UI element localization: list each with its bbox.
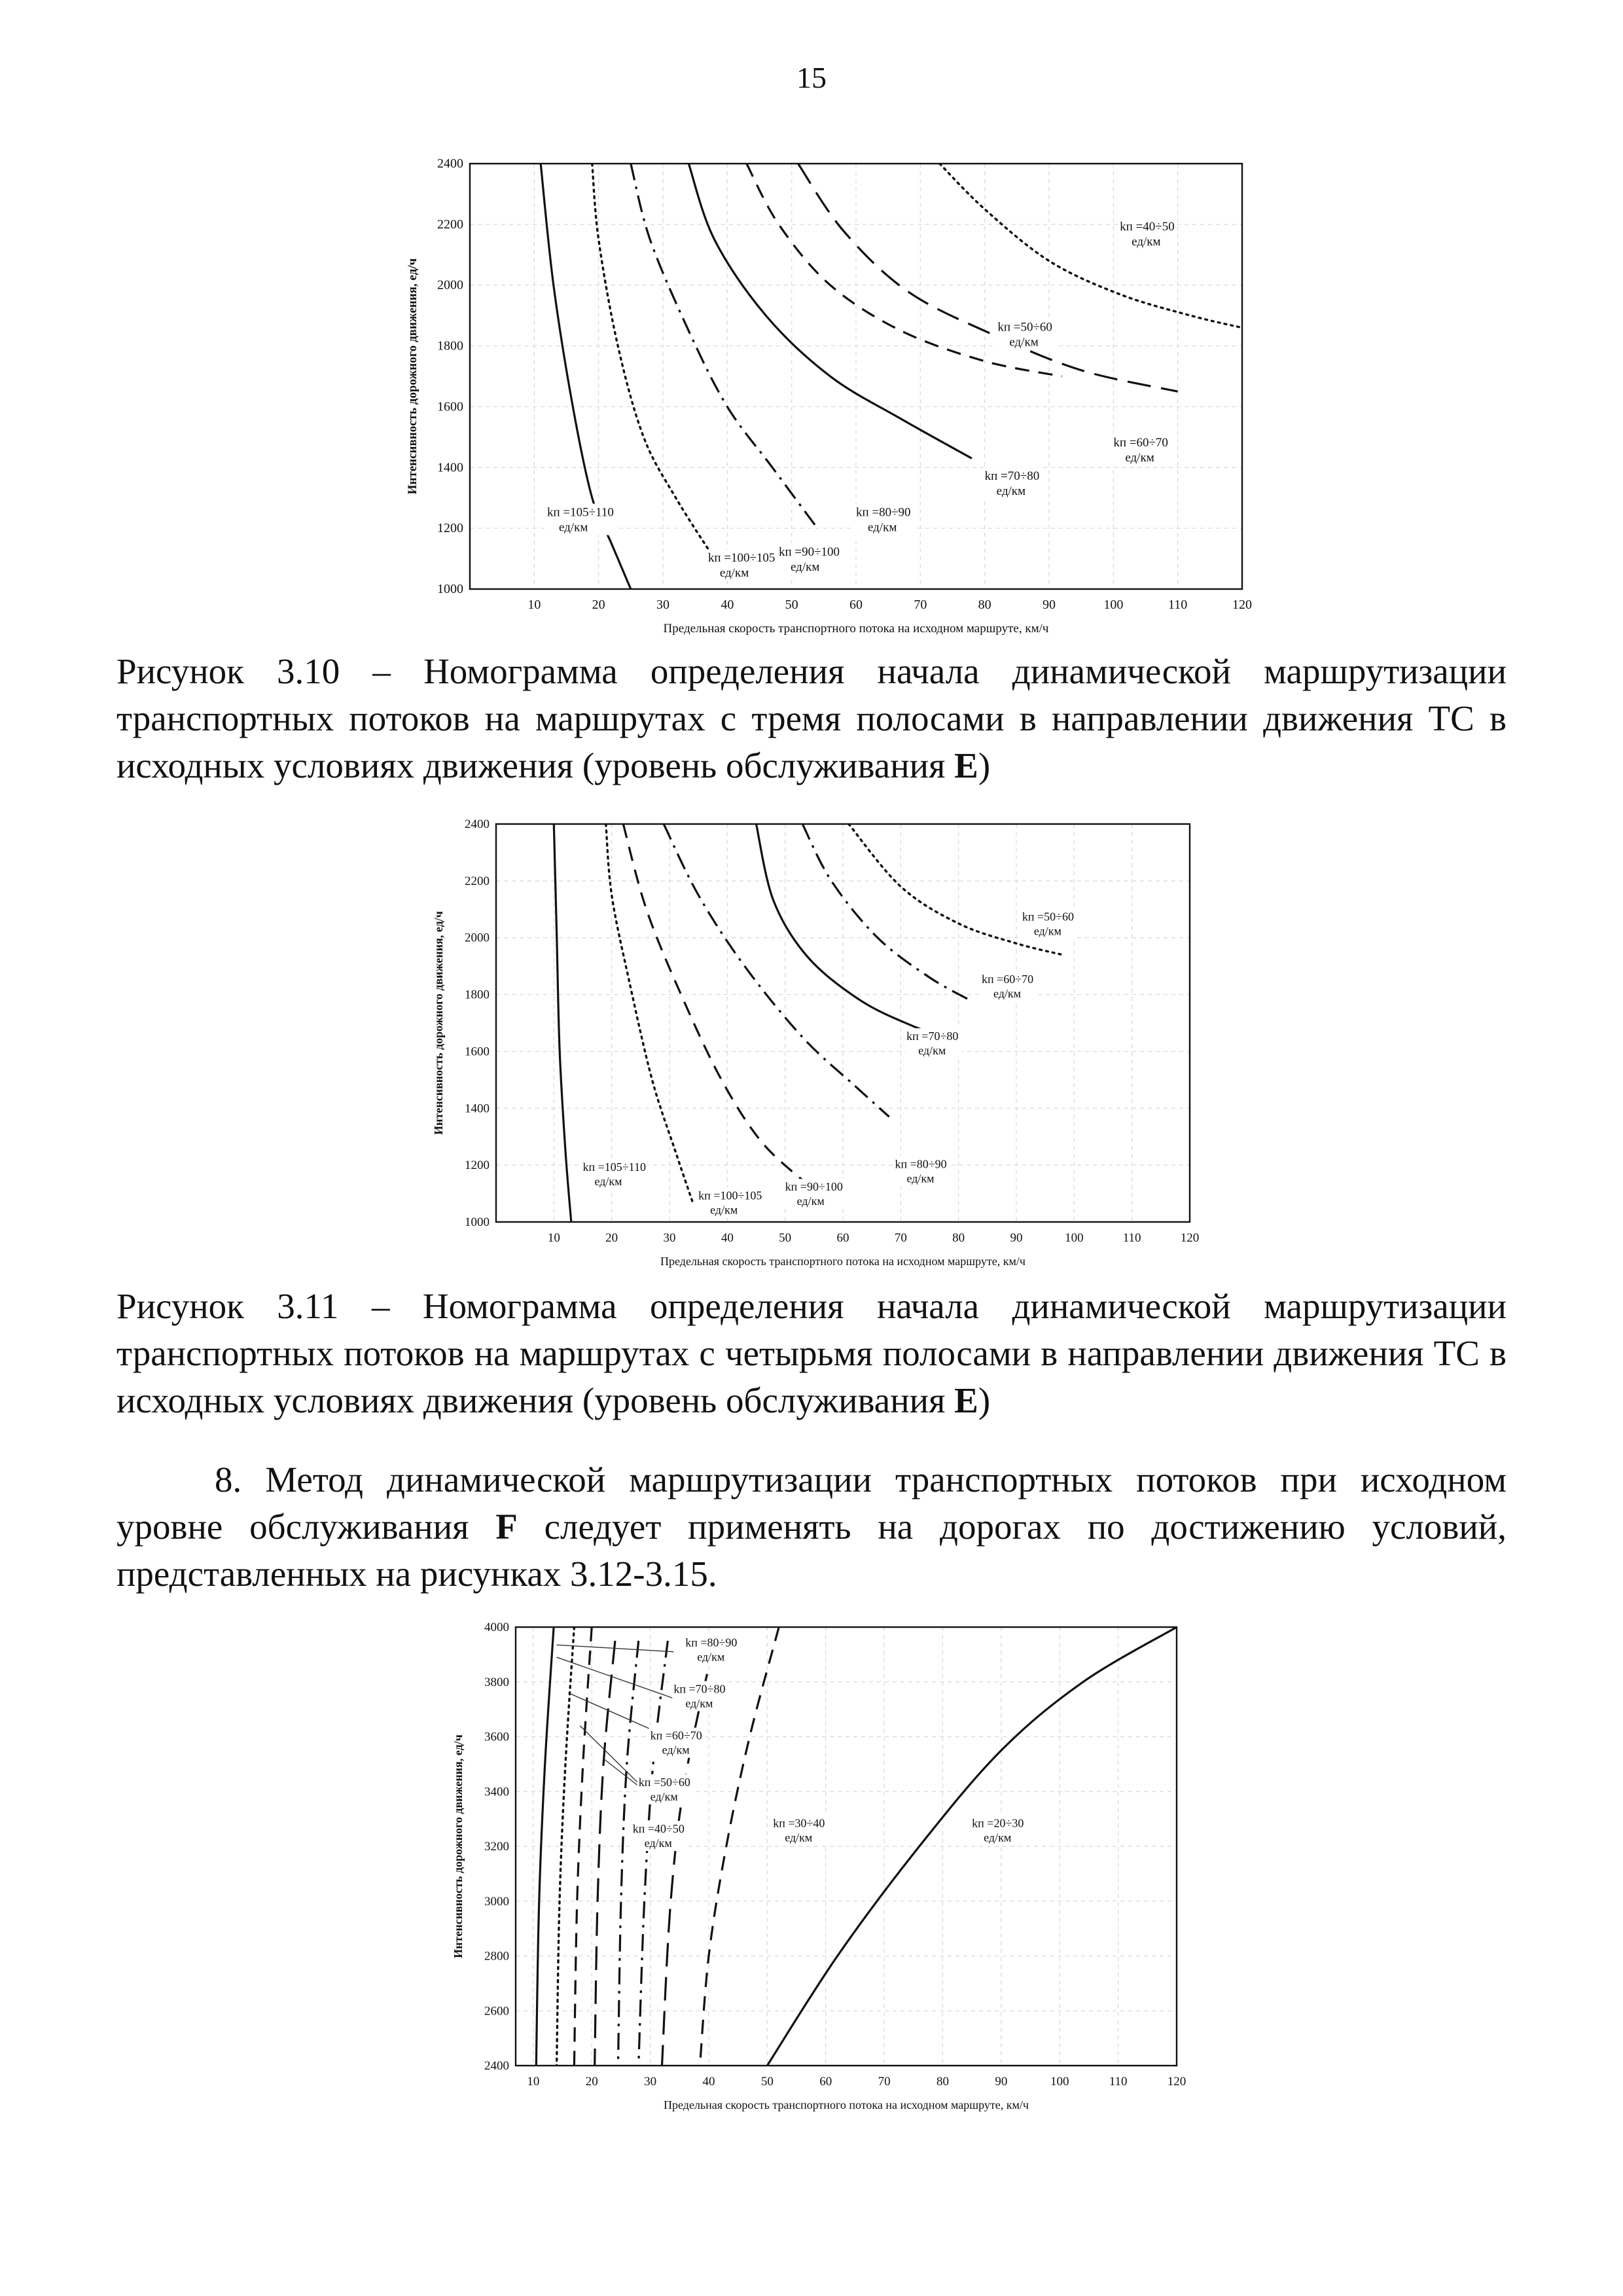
page-number: 15 [796,61,827,94]
x-tick-label: 110 [1168,598,1188,612]
background-grid [516,1627,1177,2066]
curve-annotation [637,1774,694,1804]
annotation-label: kп =90÷100 [785,1180,843,1194]
annotation-label: kп =80÷90 [685,1636,738,1649]
annotation-label: kп =60÷70 [650,1729,702,1742]
series-curve [554,824,571,1222]
x-tick-label: 100 [1050,2075,1069,2089]
annotation-label: kп =105÷110 [547,505,614,520]
curve-annotation [894,1156,950,1186]
y-tick-label: 3000 [484,1894,509,1909]
y-tick-label: 2400 [484,2059,509,2073]
annotation-unit: ед/км [594,1174,622,1188]
x-tick-label: 80 [952,1231,965,1245]
x-tick-label: 80 [936,2075,949,2089]
curve-annotation [784,1179,846,1209]
x-axis-label: Предельная скорость транспортного потока на исходном маршруте, км/ч [663,622,1049,636]
annotation-label: kп =90÷100 [779,545,840,559]
annotation-label: kп =50÷60 [1022,910,1075,924]
x-tick-label: 40 [721,1231,734,1245]
curve-annotation [777,543,842,575]
leader-line [580,1726,638,1784]
annotation-unit: ед/км [1132,235,1161,249]
caption-end: ) [978,1380,991,1420]
x-tick-label: 110 [1122,1231,1141,1245]
y-tick-label: 3800 [484,1675,509,1689]
annotation-unit: ед/км [1125,450,1154,465]
x-tick-label: 100 [1065,1231,1084,1245]
annotation-label: kп =30÷40 [773,1816,825,1830]
series-curve [618,1641,638,2066]
service-level: E [954,745,978,785]
y-tick-label: 2000 [465,931,490,945]
y-axis-label: Интенсивность дорожного движения, ед/ч [452,1734,465,1958]
x-tick-label: 100 [1103,598,1124,612]
nomogram-3-11 [431,815,1268,1293]
leader-line [557,1657,674,1698]
x-tick-label: 20 [592,598,605,612]
y-tick-label: 2000 [437,278,463,293]
caption-text: Рисунок 3.11 – Номограмма определения начала динамической маршрутизации транспортных потоков на маршрутах с четырьмя полосами в направлении движения ТС в исходных условиях движения (уровень обслуживания [116,1286,1507,1420]
x-tick-label: 50 [779,1231,792,1245]
annotation-label: kп =70÷80 [906,1030,959,1043]
x-tick-label: 90 [1010,1231,1023,1245]
series-curve [798,164,1178,391]
curve-annotation [996,318,1055,350]
annotation-unit: ед/км [719,566,749,581]
curve-annotation [984,467,1043,499]
annotation-label: kп =80÷90 [895,1157,947,1171]
annotation-unit: ед/км [662,1743,690,1757]
annotation-unit: ед/км [918,1044,946,1058]
annotation-unit: ед/км [650,1789,678,1803]
y-tick-label: 2400 [465,817,490,831]
curve-annotation [1112,434,1171,465]
y-tick-label: 1800 [465,988,490,1002]
nomogram-3-12 [450,1617,1249,2127]
x-tick-label: 40 [721,598,734,612]
annotation-unit: ед/км [791,560,820,574]
x-tick-label: 60 [819,2075,832,2089]
curve-annotation [697,1187,764,1217]
annotation-label: kп =60÷70 [1113,435,1168,450]
annotation-unit: ед/км [685,1696,713,1710]
x-tick-label: 20 [585,2075,598,2089]
annotation-label: kп =100÷105 [698,1189,762,1202]
curve-annotation [980,971,1037,1001]
x-tick-label: 20 [605,1231,618,1245]
x-tick-label: 10 [547,1231,560,1245]
caption-text: Рисунок 3.10 – Номограмма определения начала динамической маршрутизации транспортных потоков на маршрутах с тремя полосами в направлении движения ТС в исходных условиях движения (уровень обслуживания [116,651,1507,785]
curve-annotation [855,504,914,535]
curve-annotation [1118,218,1177,249]
x-tick-label: 120 [1232,598,1252,612]
series-curve [757,824,953,1040]
x-tick-label: 60 [836,1231,849,1245]
curve-annotation [582,1159,649,1189]
annotation-label: kп =100÷105 [707,551,776,565]
annotation-unit: ед/км [1009,335,1039,350]
x-tick-label: 70 [894,1231,907,1245]
series-curve [639,1641,668,2066]
annotation-unit: ед/км [559,520,588,535]
x-tick-label: 10 [527,598,541,612]
x-tick-label: 90 [995,2075,1008,2089]
curve-annotation [1021,909,1077,939]
y-tick-label: 1800 [437,338,463,353]
curve-annotation [684,1634,740,1664]
y-tick-label: 2200 [437,217,463,232]
curve-annotation [672,1681,728,1712]
y-tick-label: 3200 [484,1840,509,1854]
paragraph-8 [116,1456,1507,1598]
annotation-unit: ед/км [1033,924,1061,938]
nomogram-3-10 [378,154,1294,639]
x-tick-label: 30 [663,1231,676,1245]
series-curve [595,1641,615,2066]
series-curve [592,164,715,559]
y-tick-label: 2600 [484,2004,509,2018]
x-tick-label: 110 [1109,2075,1128,2089]
leader-line [603,1759,639,1786]
annotation-unit: ед/км [868,520,897,535]
y-tick-label: 2200 [465,874,490,888]
curve-annotation [632,1821,688,1851]
y-tick-label: 1600 [437,399,463,414]
annotation-label: kп =50÷60 [638,1775,690,1789]
annotation-label: kп =40÷50 [632,1822,685,1836]
y-tick-label: 2400 [437,156,463,171]
annotation-unit: ед/км [796,1194,825,1208]
annotation-label: kп =20÷30 [972,1816,1024,1830]
figure-caption-3-10 [116,648,1507,789]
curve-annotation [772,1816,828,1846]
y-tick-label: 3400 [484,1785,509,1799]
x-tick-label: 30 [644,2075,657,2089]
service-level: E [954,1380,978,1420]
curve-annotation [971,1816,1027,1846]
x-tick-label: 50 [760,2075,774,2089]
y-tick-label: 1200 [437,521,463,536]
curve-annotation [546,504,616,535]
x-tick-label: 50 [785,598,798,612]
x-tick-label: 80 [978,598,991,612]
annotation-label: kп =40÷50 [1120,220,1175,234]
y-axis-label: Интенсивность дорожного движения, ед/ч [406,258,419,495]
annotation-unit: ед/км [644,1837,672,1850]
x-tick-label: 120 [1180,1231,1200,1245]
y-tick-label: 1400 [437,460,463,475]
x-tick-label: 10 [527,2075,540,2089]
paragraph-text-end: следует применять на дорогах по достижению условий, представленных на рисунках 3.12-3.15. [116,1507,1507,1594]
series-curve [664,824,889,1117]
annotation-unit: ед/км [697,1650,725,1664]
annotation-unit: ед/км [993,987,1022,1001]
annotation-label: kп =70÷80 [673,1682,726,1696]
y-tick-label: 1000 [465,1215,490,1229]
annotation-label: kп =70÷80 [984,469,1040,483]
caption-end: ) [978,745,991,785]
x-tick-label: 60 [849,598,863,612]
y-tick-label: 1400 [465,1102,490,1116]
paragraph-text: 8. Метод динамической маршрутизации транспортных потоков при исходном уровне обслуживания [116,1460,1507,1547]
x-tick-label: 70 [878,2075,891,2089]
y-tick-label: 1200 [465,1158,490,1173]
figure-caption-3-11 [116,1283,1507,1424]
annotation-unit: ед/км [710,1203,738,1217]
annotation-unit: ед/км [996,484,1026,498]
annotation-label: kп =60÷70 [982,973,1034,986]
y-axis-label: Интенсивность дорожного движения, ед/ч [432,911,445,1135]
y-tick-label: 4000 [484,1621,509,1634]
annotation-unit: ед/км [984,1831,1012,1844]
x-tick-label: 70 [914,598,927,612]
y-tick-label: 1600 [465,1045,490,1059]
curve-annotation [649,1728,705,1758]
curve-annotation [707,549,778,581]
annotation-label: kп =80÷90 [856,505,911,520]
x-tick-label: 40 [702,2075,715,2089]
service-level: F [495,1507,518,1547]
annotation-label: kп =50÷60 [997,320,1052,334]
annotation-unit: ед/км [785,1831,813,1844]
x-tick-label: 120 [1167,2075,1186,2089]
x-axis-label: Предельная скорость транспортного потока на исходном маршруте, км/ч [660,1255,1026,1268]
series-curve [536,1627,554,2066]
y-tick-label: 3600 [484,1730,509,1744]
series-curve [802,824,970,1000]
curve-annotation [905,1028,961,1058]
x-tick-label: 90 [1043,598,1056,612]
x-axis-label: Предельная скорость транспортного потока на исходном маршруте, км/ч [664,2098,1029,2111]
y-tick-label: 2800 [484,1949,509,1964]
series-curve [623,824,808,1185]
annotation-unit: ед/км [906,1172,935,1185]
x-tick-label: 30 [656,598,669,612]
annotation-label: kп =105÷110 [582,1160,646,1174]
y-tick-label: 1000 [437,582,463,596]
